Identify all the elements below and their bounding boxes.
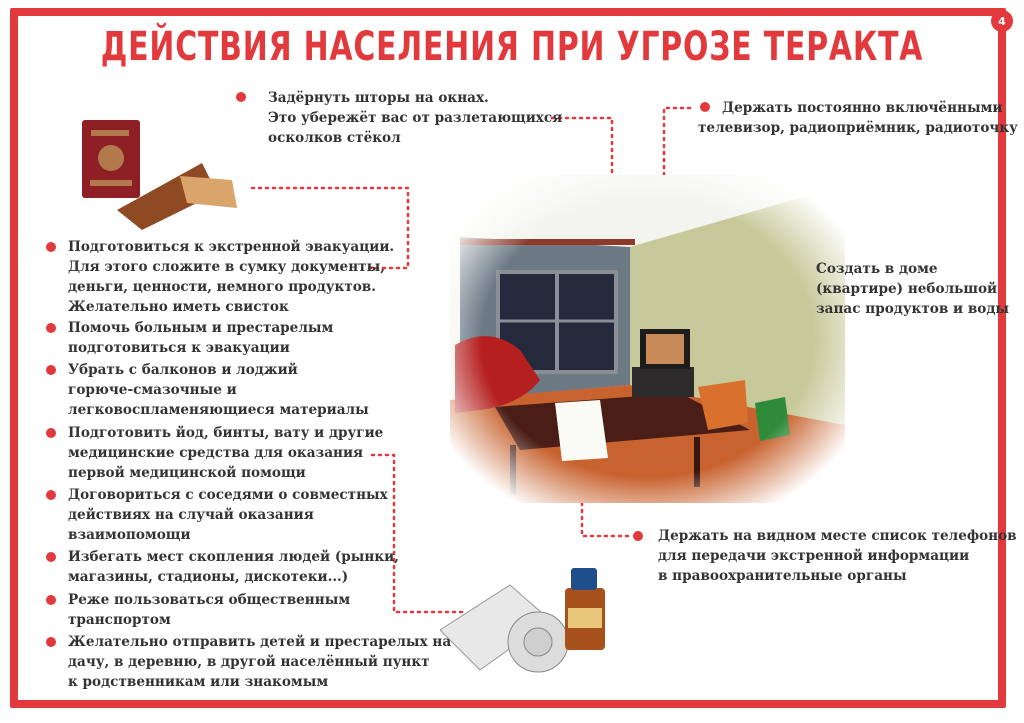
- list-item: Избегать мест скопления людей (рынки, магазины, стадионы, дискотеки...): [68, 547, 399, 587]
- note-phone-list: Держать на видном месте список телефонов для передачи экстренной информации в правоохранительные органы: [658, 528, 1017, 584]
- page-number: 4: [991, 10, 1013, 32]
- list-item: Договориться с соседями о совместных действиях на случай оказания взаимопомощи: [68, 485, 388, 545]
- list-item: Убрать с балконов и лоджий горюче-смазочные и легковоспламеняющиеся материалы: [68, 360, 369, 420]
- list-item: Реже пользоваться общественным транспортом: [68, 590, 350, 630]
- medical-supplies-illustration: [440, 560, 610, 685]
- note-close-curtains: Задёрнуть шторы на окнах. Это убережёт вас от разлетающихся осколков стёкол: [268, 90, 563, 146]
- note-keep-radio-on: Держать постоянно включёнными телевизор, радиоприёмник, радиоточку: [698, 100, 1018, 136]
- list-item: Желательно отправить детей и престарелых на дачу, в деревню, в другой населённый пункт к родственникам или знакомым: [68, 632, 451, 692]
- documents-illustration: [82, 118, 252, 233]
- list-item: Помочь больным и престарелым подготовиться к эвакуации: [68, 318, 333, 358]
- note-food-water-supply: Создать в доме (квартире) небольшой запас продуктов и воды: [816, 261, 1010, 317]
- list-item: Подготовить йод, бинты, вату и другие медицинские средства для оказания первой медицинской помощи: [68, 423, 383, 483]
- room-illustration: [450, 175, 845, 503]
- page-title: ДЕЙСТВИЯ НАСЕЛЕНИЯ ПРИ УГРОЗЕ ТЕРАКТА: [100, 24, 924, 70]
- list-item: Подготовиться к экстренной эвакуации. Для этого сложите в сумку документы, деньги, ценности, немного продуктов. Желательно иметь свисток: [68, 237, 394, 317]
